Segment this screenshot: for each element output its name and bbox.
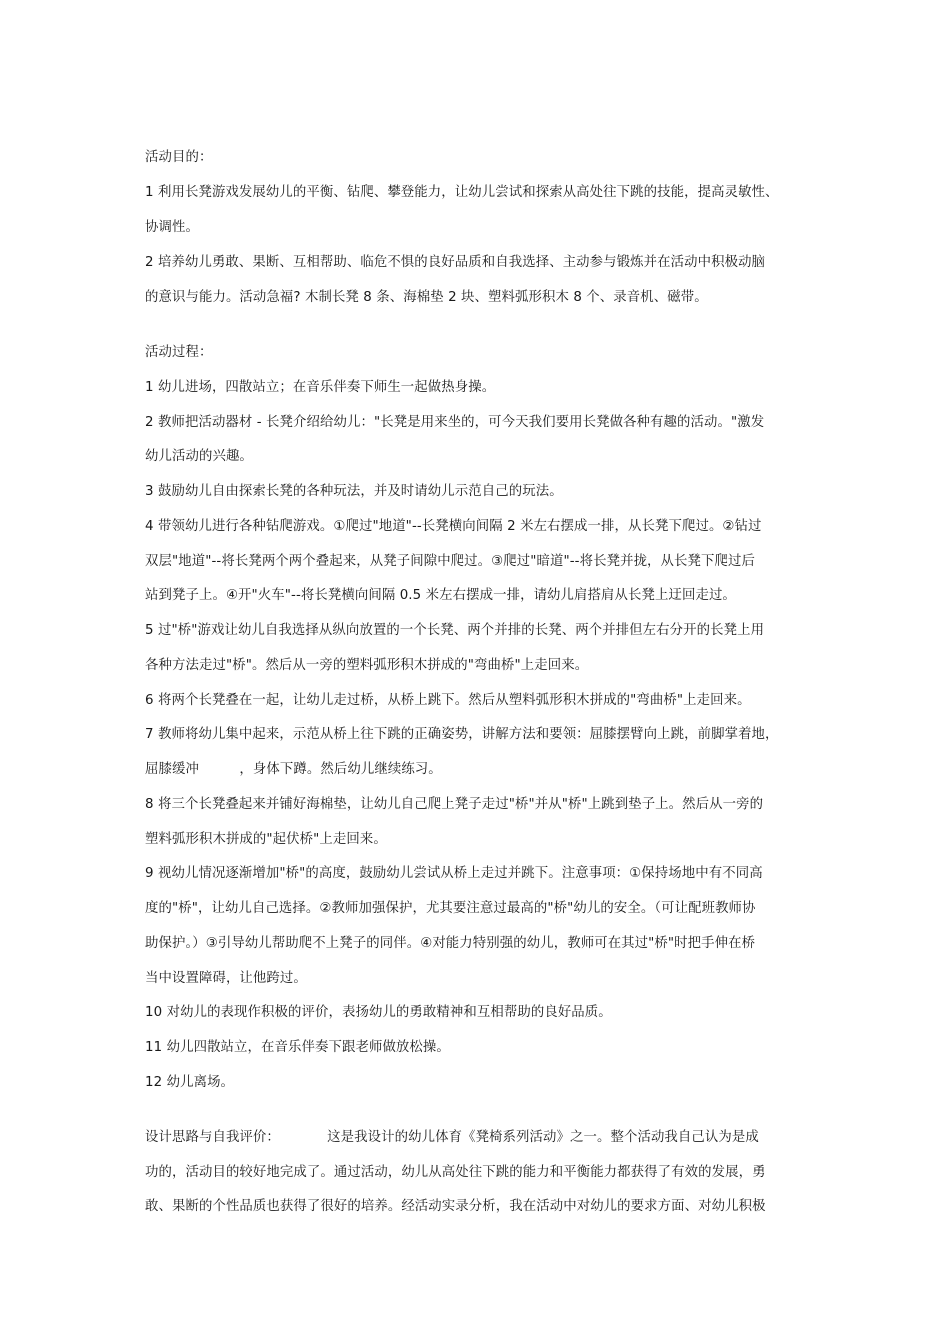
purpose-heading: 活动目的：	[145, 150, 213, 165]
process-line: 8 将三个长凳叠起来并铺好海棉垫，让幼儿自己爬上凳子走过"桥"并从"桥"上跳到垫子上。然后从一旁的	[145, 797, 764, 812]
process-line: 站到凳子上。④开"火车"--将长凳横向间隔 0.5 米左右摆成一排，请幼儿肩搭肩从长凳上迂回走过。	[145, 588, 736, 603]
process-line: 屈膝缓冲 ，身体下蹲。然后幼儿继续练习。	[145, 762, 442, 777]
process-line: 度的"桥"，让幼儿自己选择。②教师加强保护，尤其要注意过最高的"桥"幼儿的安全。（可让配班教师协	[145, 901, 756, 916]
design-line: 设计思路与自我评价： 这是我设计的幼儿体育《凳椅系列活动》之一。整个活动我自己认为是成	[145, 1130, 759, 1145]
process-line: 11 幼儿四散站立，在音乐伴奏下跟老师做放松操。	[145, 1040, 450, 1055]
process-line: 塑料弧形积木拼成的"起伏桥"上走回来。	[145, 832, 387, 847]
process-line: 4 带领幼儿进行各种钻爬游戏。①爬过"地道"--长凳横向间隔 2 米左右摆成一排，从长凳下爬过。②钻过	[145, 519, 762, 534]
process-line: 当中设置障碍，让他跨过。	[145, 971, 307, 986]
process-heading: 活动过程：	[145, 345, 213, 360]
process-line: 6 将两个长凳叠在一起，让幼儿走过桥，从桥上跳下。然后从塑料弧形积木拼成的"弯曲桥"上走回来。	[145, 693, 751, 708]
design-line: 功的，活动目的较好地完成了。通过活动，幼儿从高处往下跳的能力和平衡能力都获得了有效的发展，勇	[145, 1165, 766, 1180]
design-line: 敢、果断的个性品质也获得了很好的培养。经活动实录分析，我在活动中对幼儿的要求方面、对幼儿积极	[145, 1199, 766, 1214]
process-line: 幼儿活动的兴趣。	[145, 449, 253, 464]
purpose-line: 的意识与能力。活动急福? 木制长凳 8 条、海棉垫 2 块、塑料弧形积木 8 个、录音机、磁带。	[145, 290, 708, 305]
process-line: 双层"地道"--将长凳两个两个叠起来，从凳子间隙中爬过。③爬过"暗道"--将长凳并拢，从长凳下爬过后	[145, 554, 755, 569]
process-line: 2 教师把活动器材 - 长凳介绍给幼儿："长凳是用来坐的，可今天我们要用长凳做各种有趣的活动。"激发	[145, 415, 765, 430]
process-line: 1 幼儿进场，四散站立；在音乐伴奏下师生一起做热身操。	[145, 380, 496, 395]
process-line: 10 对幼儿的表现作积极的评价，表扬幼儿的勇敢精神和互相帮助的良好品质。	[145, 1005, 612, 1020]
process-line: 5 过"桥"游戏让幼儿自我选择从纵向放置的一个长凳、两个并排的长凳、两个并排但左右分开的长凳上用	[145, 623, 765, 638]
process-line: 各种方法走过"桥"。然后从一旁的塑料弧形积木拼成的"弯曲桥"上走回来。	[145, 658, 589, 673]
process-line: 12 幼儿离场。	[145, 1075, 235, 1090]
purpose-line: 2 培养幼儿勇敢、果断、互相帮助、临危不惧的良好品质和自我选择、主动参与锻炼并在活动中积极动脑	[145, 255, 766, 270]
process-line: 3 鼓励幼儿自由探索长凳的各种玩法，并及时请幼儿示范自己的玩法。	[145, 484, 563, 499]
purpose-line: 1 利用长凳游戏发展幼儿的平衡、钻爬、攀登能力，让幼儿尝试和探索从高处往下跳的技能，提高灵敏性、	[145, 185, 779, 200]
process-line: 9 视幼儿情况逐渐增加"桥"的高度，鼓励幼儿尝试从桥上走过并跳下。注意事项：①保持场地中有不同高	[145, 866, 763, 881]
process-line: 7 教师将幼儿集中起来，示范从桥上往下跳的正确姿势，讲解方法和要领：屈膝摆臂向上跳，前脚掌着地，	[145, 727, 779, 742]
purpose-line: 协调性。	[145, 220, 199, 235]
process-line: 助保护。）③引导幼儿帮助爬不上凳子的同伴。④对能力特别强的幼儿，教师可在其过"桥"时把手伸在桥	[145, 936, 756, 951]
